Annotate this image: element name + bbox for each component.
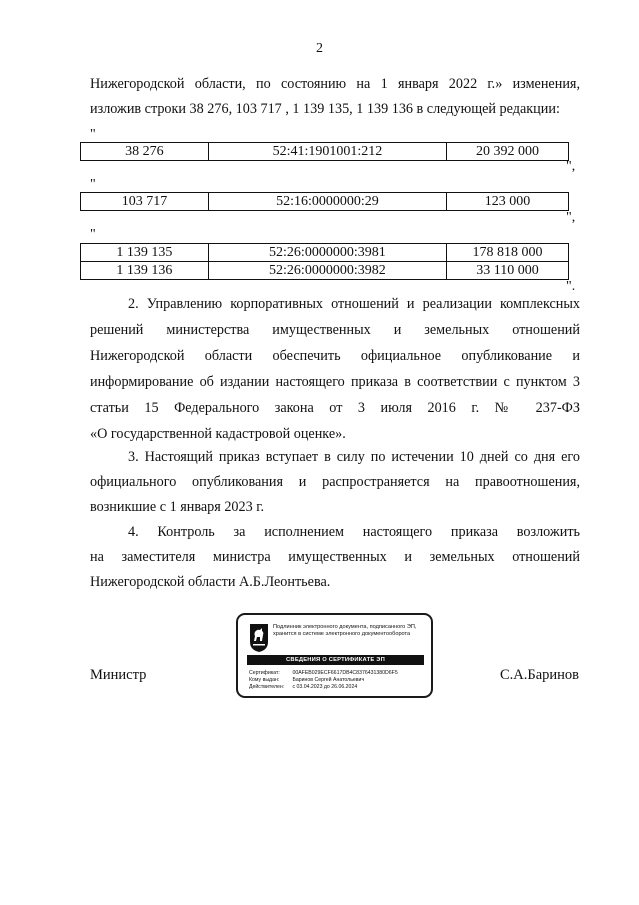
stamp-notice-line: хранится в системе электронного документооборота [273,631,411,637]
cadastral-number-cell: 52:26:0000000:3981 [208,244,446,262]
paragraph-4-last-line: Нижегородской области А.Б.Леонтьева. [90,574,331,590]
paragraph-2-body: решений министерства имущественных и земельных отношений Нижегородской области обеспечить официальное опубликование и информирование об издании настоящего приказа в соответствии с пунктом 3 статьи 15 Федерального закона от 3 июля 2016 г. № 237-ФЗ [90,322,580,416]
signatory-title: Министр [90,667,147,683]
paragraph-4-body: на заместителя министра имущественных и земельных отношений [90,549,580,565]
table-row [81,143,569,161]
cadastral-table-1 [80,142,569,161]
value-cell: 123 000 [446,193,568,211]
cert-label: Сертификат: [249,670,280,676]
value-cell: 33 110 000 [447,262,569,280]
cadastral-table-2 [80,192,569,211]
table-row [81,193,569,211]
value-cell: 178 818 000 [447,244,569,262]
paragraph-3-last-line: возникшие с 1 января 2023 г. [90,499,265,515]
row-number-cell: 38 276 [81,143,209,161]
open-quote: " [90,127,96,142]
table-row [81,244,569,262]
issued-value: Баринов Сергей Анатольевич [292,677,365,683]
paragraph-4-first-line: 4. Контроль за исполнением настоящего приказа возложить [128,524,580,540]
cadastral-number-cell: 52:26:0000000:3982 [208,262,446,280]
coat-of-arms-icon [249,623,269,653]
open-quote: " [90,177,96,192]
value-cell: 20 392 000 [446,143,568,161]
electronic-signature-stamp [236,613,433,698]
cadastral-table-3 [80,243,569,280]
table-row [81,262,569,280]
cadastral-number-cell: 52:41:1901001:212 [208,143,446,161]
stamp-notice-line: Подлинник электронного документа, подписанного ЭП, [273,624,417,630]
signatory-name: С.А.Баринов [499,667,579,683]
row-number-cell: 1 139 135 [81,244,209,262]
stamp-notice [273,624,428,638]
intro-line-2: изложив строки 38 276, 103 717 , 1 139 135, 1 139 136 в следующей редакции: [90,101,560,117]
row-number-cell: 103 717 [81,193,209,211]
paragraph-2-first-line: 2. Управлению корпоративных отношений и реализации комплексных [128,296,580,312]
close-quote: ", [566,159,576,174]
intro-line-1: Нижегородской области, по состоянию на 1 января 2022 г.» изменения, [90,76,580,92]
page-number: 2 [316,41,323,56]
valid-value: с 03.04.2023 до 26.06.2024 [292,684,358,690]
row-number-cell: 1 139 136 [81,262,209,280]
stamp-header: СВЕДЕНИЯ О СЕРТИФИКАТЕ ЭП [247,655,424,665]
cadastral-number-cell: 52:16:0000000:29 [208,193,446,211]
open-quote: " [90,227,96,242]
close-quote: ", [566,210,576,225]
close-quote: ". [566,279,576,294]
paragraph-3-first-line: 3. Настоящий приказ вступает в силу по истечении 10 дней со дня его [128,449,580,465]
issued-label: Кому выдан: [249,677,280,683]
paragraph-2-last-line: «О государственной кадастровой оценке». [90,426,346,442]
stamp-details [249,670,427,691]
cert-value: 00AFEB029ECF6617DB4C8376431380D6F5 [292,670,398,676]
paragraph-3-body: официального опубликования и распространяется на правоотношения, [90,474,580,490]
valid-label: Действителен: [249,684,285,690]
